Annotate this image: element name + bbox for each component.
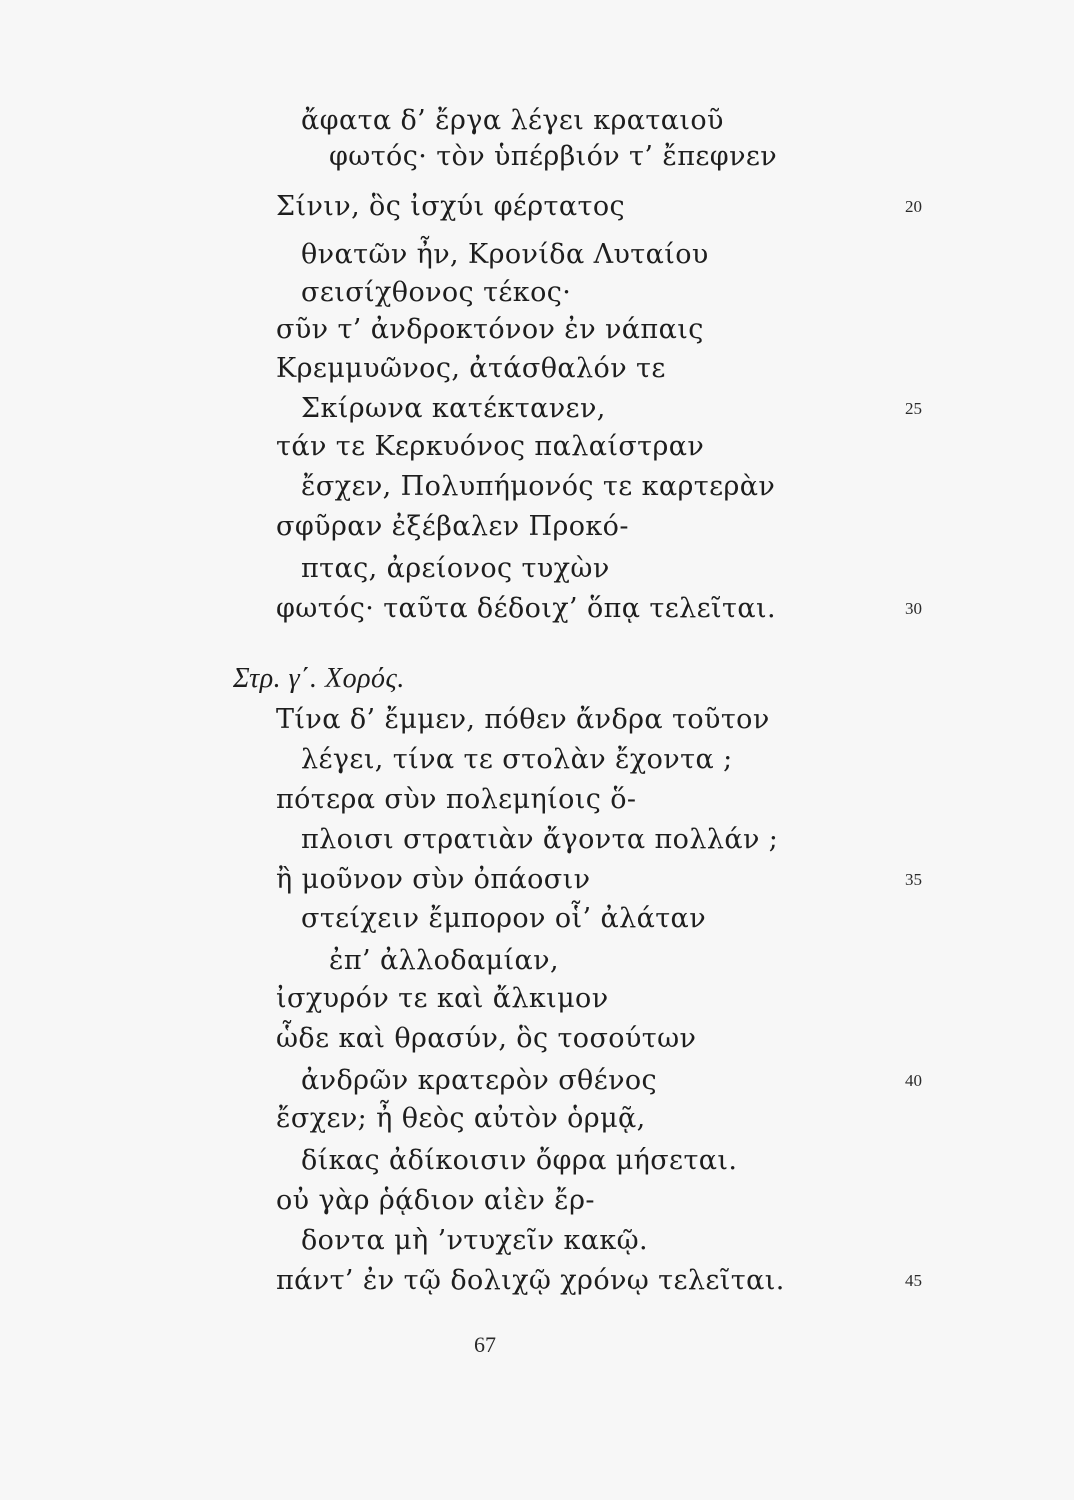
verse-line-4: θνατῶν ἦν, Κρονίδα Λυταίου xyxy=(301,239,709,270)
verse-line-9: τάν τε Κερκυόνος παλαίστραν xyxy=(276,431,705,462)
verse-line-7: Κρεμμυῶνος, ἀτάσθαλόν τε xyxy=(276,353,666,384)
verse-line-13: φωτός· ταῦτα δέδοιχ’ ὅπᾳ τελεῖται. xyxy=(276,593,776,624)
verse-line-10: ἔσχεν, Πολυπήμονός τε καρτερὰν xyxy=(301,471,776,502)
verse-line-27: δοντα μὴ ’ντυχεῖν κακῷ. xyxy=(301,1225,649,1256)
verse-line-2: φωτός· τὸν ὑπέρβιόν τ’ ἔπεφνεν xyxy=(329,141,778,172)
verse-line-21: ἰσχυρόν τε καὶ ἄλκιμον xyxy=(276,983,609,1014)
verse-line-26: οὐ γὰρ ῥᾴδιον αἰὲν ἔρ- xyxy=(276,1185,595,1216)
verse-line-25: δίκας ἀδίκοισιν ὄφρα μήσεται. xyxy=(301,1145,738,1176)
line-number-20: 20 xyxy=(905,197,922,216)
verse-line-6: σῦν τ’ ἀνδροκτόνον ἐν νάπαις xyxy=(276,314,704,345)
verse-line-22: ὧδε καὶ θρασύν, ὃς τοσούτων xyxy=(276,1023,697,1054)
line-number-45: 45 xyxy=(905,1271,922,1290)
line-number-30: 30 xyxy=(905,599,922,618)
verse-line-20: ἐπ’ ἀλλοδαμίαν, xyxy=(329,945,559,976)
verse-line-1: ἄφατα δ’ ἔργα λέγει κραταιοῦ xyxy=(301,105,724,136)
verse-line-19: στείχειν ἔμπορον οἷ’ ἀλάταν xyxy=(301,903,707,934)
verse-line-17: πλοισι στρατιὰν ἄγοντα πολλάν ; xyxy=(301,824,779,855)
verse-line-3: Σίνιν, ὃς ἰσχύι φέρτατος xyxy=(276,191,626,222)
verse-line-5: σεισίχθονος τέκος· xyxy=(301,277,572,308)
verse-line-12: πτας, ἀρείονος τυχὼν xyxy=(301,553,610,584)
section-heading: Στρ. γ΄. Χορός. xyxy=(233,663,405,694)
verse-line-11: σφῦραν ἐξέβαλεν Προκό- xyxy=(276,511,629,542)
verse-line-15: λέγει, τίνα τε στολὰν ἔχοντα ; xyxy=(301,744,733,775)
verse-line-18: ἢ μοῦνον σὺν ὀπάοσιν xyxy=(276,864,591,895)
line-number-40: 40 xyxy=(905,1071,922,1090)
line-number-35: 35 xyxy=(905,870,922,889)
verse-line-24: ἔσχεν; ἦ θεὸς αὐτὸν ὁρμᾷ, xyxy=(276,1103,646,1134)
verse-line-8: Σκίρωνα κατέκτανεν, xyxy=(301,393,606,424)
verse-line-23: ἀνδρῶν κρατερὸν σθένος xyxy=(301,1065,658,1096)
page-number: 67 xyxy=(474,1332,496,1357)
verse-line-14: Τίνα δ’ ἔμμεν, πόθεν ἄνδρα τοῦτον xyxy=(276,704,770,735)
verse-line-16: πότερα σὺν πολεμηίοις ὅ- xyxy=(276,784,637,815)
verse-line-28: πάντ’ ἐν τῷ δολιχῷ χρόνῳ τελεῖται. xyxy=(276,1265,785,1296)
line-number-25: 25 xyxy=(905,399,922,418)
